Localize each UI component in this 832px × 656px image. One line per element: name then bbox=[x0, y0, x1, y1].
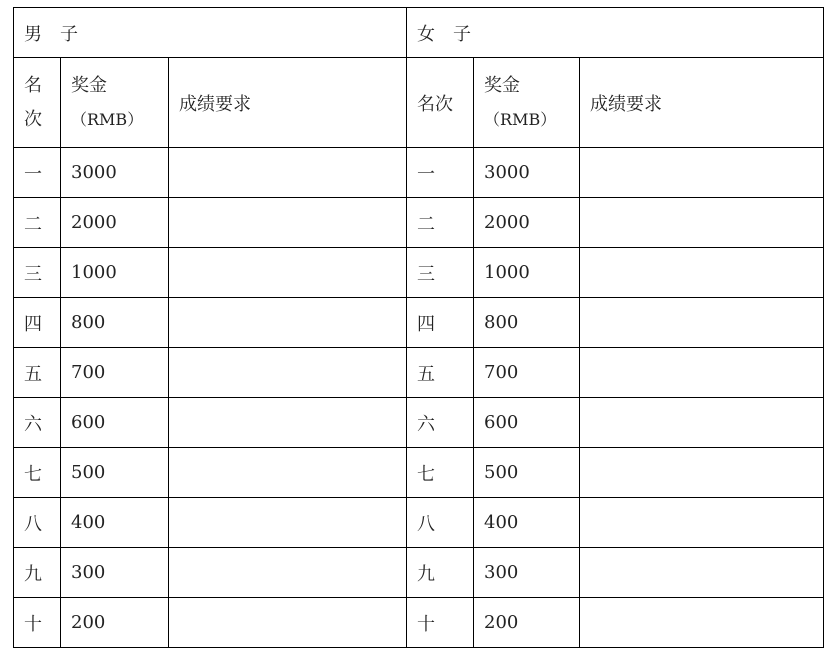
women-prize-cell: 800 bbox=[474, 298, 580, 348]
table-row bbox=[14, 598, 824, 648]
men-requirement-cell bbox=[169, 298, 407, 348]
men-rank-cell: 四 bbox=[14, 298, 61, 348]
women-prize-header bbox=[474, 58, 580, 148]
men-section-title bbox=[14, 8, 407, 58]
men-prize-label: 奖金 bbox=[71, 74, 107, 96]
women-requirement-cell bbox=[580, 548, 824, 598]
women-section-title bbox=[407, 8, 824, 58]
gender-header-row bbox=[14, 8, 824, 58]
men-rank-cell: 六 bbox=[14, 398, 61, 448]
women-requirement-cell bbox=[580, 398, 824, 448]
women-rank-cell: 七 bbox=[407, 448, 474, 498]
table-row bbox=[14, 548, 824, 598]
women-rank-cell: 十 bbox=[407, 598, 474, 648]
men-requirement-cell bbox=[169, 448, 407, 498]
men-requirement-cell bbox=[169, 498, 407, 548]
men-rank-cell: 九 bbox=[14, 548, 61, 598]
men-prize-cell: 400 bbox=[61, 498, 169, 548]
table-row bbox=[14, 198, 824, 248]
men-requirement-cell bbox=[169, 198, 407, 248]
men-prize-cell: 500 bbox=[61, 448, 169, 498]
women-requirement-cell bbox=[580, 148, 824, 198]
women-requirement-cell bbox=[580, 498, 824, 548]
men-prize-cell: 1000 bbox=[61, 248, 169, 298]
table-row bbox=[14, 298, 824, 348]
table-row bbox=[14, 248, 824, 298]
men-requirement-cell bbox=[169, 348, 407, 398]
women-rank-header bbox=[407, 58, 474, 148]
men-prize-cell: 600 bbox=[61, 398, 169, 448]
men-prize-cell: 200 bbox=[61, 598, 169, 648]
women-requirement-cell bbox=[580, 448, 824, 498]
table-row bbox=[14, 148, 824, 198]
column-header-row bbox=[14, 58, 824, 148]
women-rank-cell: 四 bbox=[407, 298, 474, 348]
men-rank-cell: 十 bbox=[14, 598, 61, 648]
women-prize-cell: 700 bbox=[474, 348, 580, 398]
women-prize-unit: （RMB） bbox=[484, 109, 557, 129]
men-rank-header bbox=[14, 58, 61, 148]
men-rank-cell: 一 bbox=[14, 148, 61, 198]
women-rank-label: 名次 bbox=[417, 93, 454, 115]
women-rank-cell: 三 bbox=[407, 248, 474, 298]
men-requirement-cell bbox=[169, 398, 407, 448]
men-requirement-cell bbox=[169, 248, 407, 298]
men-prize-unit: （RMB） bbox=[71, 109, 144, 129]
men-prize-cell: 3000 bbox=[61, 148, 169, 198]
men-prize-cell: 700 bbox=[61, 348, 169, 398]
men-requirement-header bbox=[169, 58, 407, 148]
men-rank-cell: 七 bbox=[14, 448, 61, 498]
women-requirement-cell bbox=[580, 248, 824, 298]
men-requirement-cell bbox=[169, 598, 407, 648]
women-rank-cell: 五 bbox=[407, 348, 474, 398]
men-rank-cell: 二 bbox=[14, 198, 61, 248]
men-prize-header bbox=[61, 58, 169, 148]
women-prize-label: 奖金 bbox=[484, 74, 521, 96]
women-prize-cell: 3000 bbox=[474, 148, 580, 198]
women-prize-cell: 1000 bbox=[474, 248, 580, 298]
women-prize-cell: 600 bbox=[474, 398, 580, 448]
prize-table bbox=[13, 7, 824, 648]
table-row bbox=[14, 498, 824, 548]
men-prize-cell: 2000 bbox=[61, 198, 169, 248]
men-prize-cell: 800 bbox=[61, 298, 169, 348]
women-requirement-label: 成绩要求 bbox=[590, 93, 663, 115]
women-rank-cell: 二 bbox=[407, 198, 474, 248]
women-rank-cell: 一 bbox=[407, 148, 474, 198]
women-requirement-cell bbox=[580, 348, 824, 398]
men-requirement-cell bbox=[169, 148, 407, 198]
women-rank-cell: 九 bbox=[407, 548, 474, 598]
men-requirement-label: 成绩要求 bbox=[179, 93, 251, 115]
women-prize-cell: 300 bbox=[474, 548, 580, 598]
men-rank-cell: 五 bbox=[14, 348, 61, 398]
women-rank-cell: 八 bbox=[407, 498, 474, 548]
table-row bbox=[14, 398, 824, 448]
table-row bbox=[14, 448, 824, 498]
men-title-text: 男 子 bbox=[24, 23, 78, 45]
men-rank-header-line1: 名 bbox=[24, 74, 42, 96]
men-requirement-cell bbox=[169, 548, 407, 598]
women-requirement-header bbox=[580, 58, 824, 148]
women-rank-cell: 六 bbox=[407, 398, 474, 448]
men-prize-cell: 300 bbox=[61, 548, 169, 598]
table-row bbox=[14, 348, 824, 398]
women-prize-cell: 400 bbox=[474, 498, 580, 548]
women-prize-cell: 2000 bbox=[474, 198, 580, 248]
men-rank-header-line2: 次 bbox=[24, 108, 42, 130]
men-rank-cell: 三 bbox=[14, 248, 61, 298]
women-requirement-cell bbox=[580, 198, 824, 248]
women-requirement-cell bbox=[580, 598, 824, 648]
women-title-text: 女 子 bbox=[417, 23, 472, 45]
women-requirement-cell bbox=[580, 298, 824, 348]
women-prize-cell: 500 bbox=[474, 448, 580, 498]
men-rank-cell: 八 bbox=[14, 498, 61, 548]
women-prize-cell: 200 bbox=[474, 598, 580, 648]
